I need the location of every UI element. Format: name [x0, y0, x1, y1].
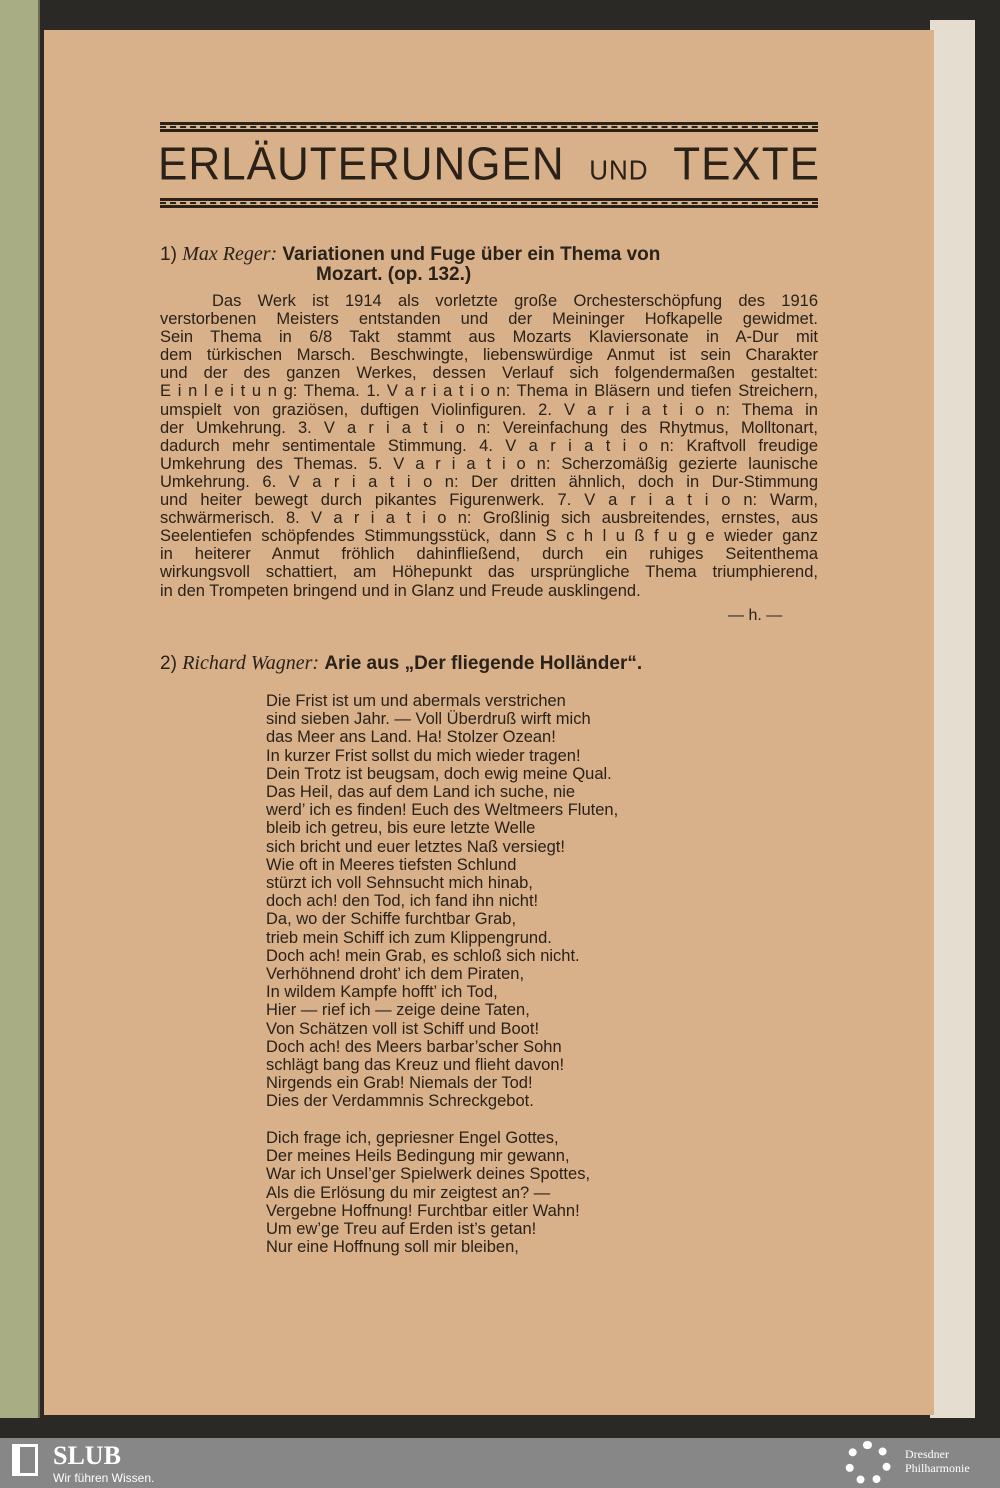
text-line: schwärmerisch. 8. V a r i a t i o n: Großlinig sich ausbreitendes, ernstes, aus: [160, 509, 818, 528]
text-line: Von Schätzen voll ist Schiff und Boot!: [266, 1019, 540, 1038]
text-line: Als die Erlösung du mir zeigtest an? —: [266, 1183, 551, 1202]
text-line: Das Heil, das auf dem Land ich suche, nie: [266, 783, 576, 802]
text-line: trieb mein Schiff ich zum Klippengrund.: [266, 928, 552, 947]
text-line: in heiterer Anmut fröhlich dahinfließend, durch ein ruhiges Seitenthema: [160, 545, 818, 564]
text-line: Verhöhnend droht’ ich dem Piraten,: [266, 965, 525, 984]
title-part: TEXTE: [673, 138, 820, 191]
text-line: umspielt von graziösen, duftigen Violinfiguren. 2. V a r i a t i o n: Thema in: [160, 400, 818, 419]
text-line: Seelentiefen schöpfendes Stimmungsstück, dann S c h l u ß f u g e wieder ganz: [160, 527, 818, 546]
text-line: dadurch mehr sentimentale Stimmung. 4. V a r i a t i o n: Kraftvoll freudige: [160, 436, 818, 455]
composer: Richard Wagner:: [182, 652, 320, 674]
text-line: stürzt ich voll Sehnsucht mich hinab,: [266, 874, 533, 893]
partner-line: Dresdner: [905, 1447, 949, 1461]
text-line: Der meines Heils Bedingung mir gewann,: [266, 1147, 570, 1166]
text-line: Nur eine Hoffnung soll mir bleiben,: [266, 1238, 519, 1257]
text-line: in den Trompeten bringend und in Glanz und Freude ausklingend.: [160, 581, 641, 600]
section1-heading: [160, 243, 660, 266]
page-back-edge: [930, 20, 975, 1418]
text-line: In kurzer Frist sollst du mich wieder tragen!: [266, 746, 581, 765]
title-part: ERLÄUTERUNGEN: [158, 138, 565, 191]
ornamental-rule-bottom: [160, 198, 818, 208]
text-line: wirkungsvoll schattiert, am Höhepunkt das ursprüngliche Thema triumphierend,: [160, 563, 818, 582]
text-line: Wie oft in Meeres tiefsten Schlund: [266, 855, 517, 874]
text-line: Sein Thema in 6/8 Takt stammt aus Mozarts Klaviersonate in A-Dur mit: [160, 328, 818, 347]
text-line: und der des ganzen Werkes, dessen Verlauf sich folgendermaßen gestaltet:: [160, 364, 818, 383]
text-line: bleib ich getreu, bis eure letzte Welle: [266, 819, 536, 838]
section1-paragraph: [160, 292, 818, 600]
footer-bar: [0, 1438, 1000, 1488]
slub-book-icon: [12, 1444, 38, 1476]
title-part: UND: [589, 154, 649, 186]
text-line: Nirgends ein Grab! Niemals der Tod!: [266, 1074, 533, 1093]
text-line: Das Werk ist 1914 als vorletzte große Orchesterschöpfung des 1916: [212, 292, 818, 310]
text-line: Doch ach! des Meers barbar’scher Sohn: [266, 1037, 562, 1056]
text-line: Doch ach! mein Grab, es schloß sich nicht.: [266, 946, 580, 965]
philharmonie-logo[interactable]: [905, 1447, 970, 1475]
text-line: Hier — rief ich — zeige deine Taten,: [266, 1001, 530, 1020]
text-line: sind sieben Jahr. — Voll Überdruß wirft mich: [266, 710, 591, 729]
philharmonie-sun-icon: [845, 1441, 891, 1485]
text-line: In wildem Kampfe hofft’ ich Tod,: [266, 983, 498, 1002]
adjacent-page-edge: [0, 0, 40, 1418]
text-line: sich bricht und euer letztes Naß versiegt!: [266, 837, 565, 856]
text-line: Vergebne Hoffnung! Furchtbar eitler Wahn!: [266, 1201, 580, 1220]
poem-stanza-2: [266, 1129, 590, 1256]
signature: — h. —: [728, 607, 783, 624]
section-number: 1): [160, 244, 177, 265]
text-line: Die Frist ist um und abermals verstrichen: [266, 692, 566, 710]
text-line: Da, wo der Schiffe furchtbar Grab,: [266, 910, 517, 929]
text-line: das Meer ans Land. Ha! Stolzer Ozean!: [266, 728, 556, 747]
text-line: Dies der Verdammnis Schreckgebot.: [266, 1092, 534, 1111]
text-line: Dich frage ich, gepriesner Engel Gottes,: [266, 1129, 559, 1147]
text-line: E i n l e i t u n g: Thema. 1. V a r i a t i o n: Thema in Bläsern und tiefen Streichern,: [160, 382, 818, 401]
work-title: Variationen und Fuge über ein Thema von: [282, 244, 661, 265]
text-line: Dein Trotz ist beugsam, doch ewig meine Qual.: [266, 764, 612, 783]
work-title: Arie aus „Der fliegende Holländer“.: [324, 653, 643, 674]
page-title: [158, 139, 820, 192]
slub-tagline: Wir führen Wissen.: [53, 1471, 155, 1485]
section2-heading: [160, 652, 642, 675]
text-line: Umkehrung des Themas. 5. V a r i a t i o n: Scherzomäßig gezierte launische: [160, 454, 818, 473]
work-title-cont: Mozart. (op. 132.): [316, 264, 472, 285]
ornamental-rule-top: [160, 122, 818, 132]
section-number: 2): [160, 653, 177, 674]
text-line: verstorbenen Meisters entstanden und der Meininger Hofkapelle gewidmet.: [160, 310, 818, 329]
text-line: der Umkehrung. 3. V a r i a t i o n: Vereinfachung des Rhytmus, Molltonart,: [160, 418, 818, 437]
text-line: doch ach! den Tod, ich fand ihn nicht!: [266, 892, 539, 911]
text-line: Um ew’ge Treu auf Erden ist’s getan!: [266, 1220, 537, 1239]
text-line: und heiter bewegt durch pikantes Figurenwerk. 7. V a r i a t i o n: Warm,: [160, 491, 818, 510]
text-line: Umkehrung. 6. V a r i a t i o n: Der dritten ähnlich, doch in Dur-Stimmung: [160, 472, 818, 491]
text-line: dem türkischen Marsch. Beschwingte, liebenswürdige Anmut ist sein Charakter: [160, 346, 818, 365]
partner-line: Philharmonie: [905, 1461, 970, 1475]
composer: Max Reger:: [182, 243, 278, 265]
text-line: schlägt bang das Kreuz und flieht davon!: [266, 1056, 565, 1075]
slub-logo[interactable]: SLUB: [53, 1441, 121, 1470]
text-line: War ich Unsel’ger Spielwerk deines Spottes,: [266, 1165, 591, 1184]
poem-stanza-1: [266, 692, 618, 1111]
text-line: werd’ ich es finden! Euch des Weltmeers Fluten,: [266, 801, 619, 820]
